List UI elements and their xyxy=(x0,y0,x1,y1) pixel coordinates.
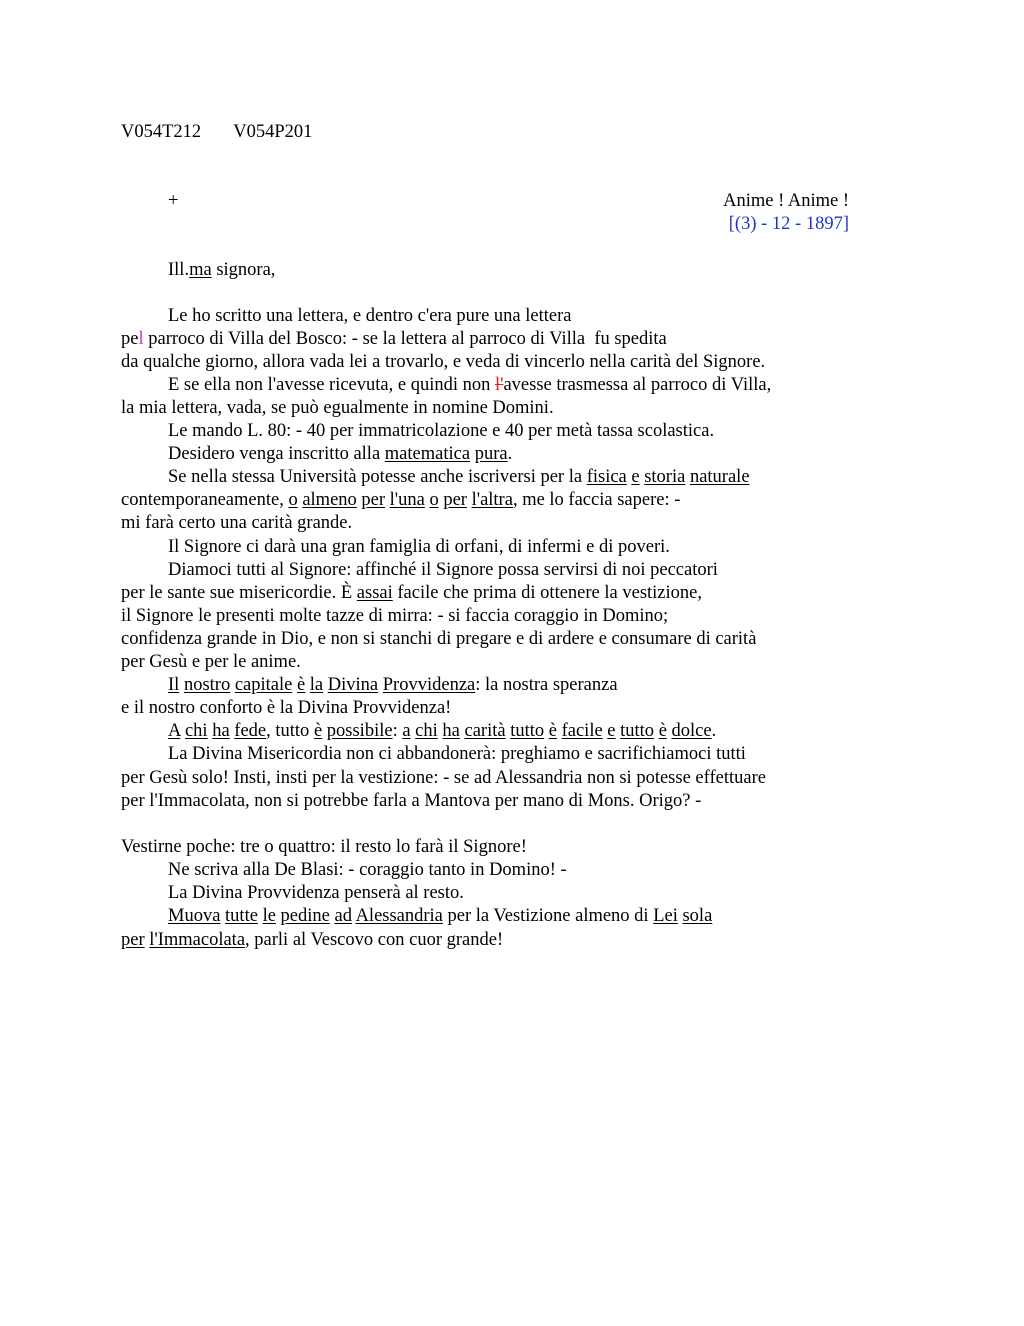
underlined-word: Lei xyxy=(653,906,678,926)
underlined-word: per xyxy=(361,490,386,510)
underlined-word: per xyxy=(443,490,467,510)
underlined-word: Il xyxy=(168,675,180,695)
underlined-word: è xyxy=(296,675,306,695)
text-line: La Divina Misericordia non ci abbandonerà: preghiamo e sacrifichiamoci tutti xyxy=(168,744,746,764)
text-span: : la nostra speranza xyxy=(475,675,618,695)
underlined-word: facile xyxy=(561,721,603,741)
underlined-word: assai xyxy=(356,583,393,603)
date-close-bracket: ] xyxy=(842,214,849,234)
text-line: mi farà certo una carità grande. xyxy=(121,513,353,533)
underlined-word: e xyxy=(607,721,616,741)
doc-code-1: V054T212 xyxy=(121,122,202,142)
underlined-word: o xyxy=(288,490,298,510)
text-line xyxy=(121,929,503,952)
underlined-word: è xyxy=(313,721,323,741)
underlined-word: nostro xyxy=(183,675,231,695)
text-line: il Signore le presenti molte tazze di mirra: - si faccia coraggio in Domino; xyxy=(121,606,669,626)
text-span: pe xyxy=(121,329,139,349)
underlined-word: sola xyxy=(682,906,713,926)
underlined-word: ha xyxy=(442,721,460,741)
text-line: Diamoci tutti al Signore: affinché il Signore possa servirsi di noi peccatori xyxy=(168,560,718,580)
date-value: (3) - 12 - 1897 xyxy=(734,214,843,234)
text-line xyxy=(168,374,771,397)
underlined-word: dolce xyxy=(671,721,712,741)
text-span: : xyxy=(392,721,403,741)
salutation xyxy=(168,259,275,282)
text-span: , me lo faccia sapere: - xyxy=(512,490,681,510)
text-line xyxy=(121,328,667,351)
text-span: Se nella stessa Università potesse anche iscriversi per la xyxy=(168,467,587,487)
underlined-word: l'Immacolata xyxy=(149,930,246,950)
underlined-word: Alessandria xyxy=(355,906,443,926)
underlined-word: e xyxy=(631,467,640,487)
text-line: Il Signore ci darà una gran famiglia di orfani, di infermi e di poveri. xyxy=(168,537,670,557)
underlined-word: tutto xyxy=(620,721,655,741)
text-line: La Divina Provvidenza penserà al resto. xyxy=(168,883,464,903)
text-span: Desidero venga inscritto alla xyxy=(168,444,385,464)
text-line xyxy=(168,720,716,743)
underlined-word: chi xyxy=(184,721,208,741)
underlined-word: le xyxy=(262,906,276,926)
text-line: e il nostro conforto è la Divina Provvidenza! xyxy=(121,698,452,718)
text-span: avesse trasmessa al parroco di Villa, xyxy=(503,375,772,395)
underlined-word: capitale xyxy=(234,675,293,695)
underlined-word: naturale xyxy=(689,467,750,487)
underlined-word: Divina xyxy=(327,675,379,695)
text-line xyxy=(168,905,712,928)
text-line xyxy=(121,582,702,605)
underlined-word: fisica xyxy=(586,467,627,487)
text-span: E se ella non l'avesse ricevuta, e quindi non xyxy=(168,375,495,395)
text-span: , tutto xyxy=(266,721,314,741)
underlined-word: possibile xyxy=(326,721,393,741)
text-span: . xyxy=(507,444,513,464)
document-codes xyxy=(121,121,312,144)
underlined-word: storia xyxy=(644,467,686,487)
text-line: Vestirne poche: tre o quattro: il resto lo farà il Signore! xyxy=(121,837,527,857)
underlined-word: almeno xyxy=(302,490,357,510)
text-line xyxy=(168,443,512,466)
underlined-word: o xyxy=(429,490,439,510)
underlined-word: l'altra xyxy=(471,490,513,510)
text-line xyxy=(121,489,680,512)
underlined-word: Muova xyxy=(168,906,221,926)
underlined-word: A xyxy=(168,721,181,741)
date-open-bracket: [ xyxy=(728,214,735,234)
text-span: contemporaneamente, xyxy=(121,490,289,510)
cross-mark: + xyxy=(168,191,179,211)
motto: Anime ! Anime ! xyxy=(723,191,849,211)
insertion-mark: l xyxy=(138,329,144,349)
underlined-word: è xyxy=(548,721,557,741)
underlined-word: ha xyxy=(212,721,230,741)
underlined-word: è xyxy=(658,721,667,741)
date-line xyxy=(729,213,849,236)
underlined-word: fede xyxy=(234,721,267,741)
doc-code-2: V054P201 xyxy=(233,122,313,142)
text-line: per l'Immacolata, non si potrebbe farla a Mantova per mano di Mons. Origo? - xyxy=(121,791,702,811)
text-span: per le sante sue misericordie. È xyxy=(121,583,357,603)
underlined-word: la xyxy=(309,675,324,695)
salutation-post: signora, xyxy=(211,260,276,280)
text-span: per la Vestizione almeno di xyxy=(442,906,654,926)
text-line xyxy=(168,674,618,697)
text-line xyxy=(168,466,750,489)
text-line: Le ho scritto una lettera, e dentro c'era pure una lettera xyxy=(168,306,572,326)
deletion-mark: l' xyxy=(494,375,504,395)
text-span: , parli al Vescovo con cuor grande! xyxy=(245,930,504,950)
text-span: parroco di Villa del Bosco: - se la lettera al parroco di Villa fu spedita xyxy=(143,329,667,349)
underlined-word: chi xyxy=(415,721,438,741)
underlined-word: matematica xyxy=(384,444,471,464)
text-line: per Gesù solo! Insti, insti per la vestizione: - se ad Alessandria non si potesse effettuare xyxy=(121,768,766,788)
text-line: da qualche giorno, allora vada lei a trovarlo, e veda di vincerlo nella carità del Signore. xyxy=(121,352,766,372)
text-line: Ne scriva alla De Blasi: - coraggio tanto in Domino! - xyxy=(168,860,567,880)
underlined-word: tutto xyxy=(510,721,545,741)
text-line: la mia lettera, vada, se può egualmente in nomine Domini. xyxy=(121,398,554,418)
salutation-pre: Ill. xyxy=(168,260,190,280)
underlined-word: l'una xyxy=(389,490,425,510)
text-line: per Gesù e per le anime. xyxy=(121,652,301,672)
underlined-word: a xyxy=(402,721,411,741)
underlined-word: ad xyxy=(334,906,352,926)
text-span: . xyxy=(711,721,717,741)
text-line: confidenza grande in Dio, e non si stanchi di pregare e di ardere e consumare di carità xyxy=(121,629,757,649)
underlined-word: tutte xyxy=(225,906,258,926)
text-span: facile che prima di ottenere la vestizione, xyxy=(392,583,702,603)
underlined-word: pedine xyxy=(280,906,330,926)
underlined-word: pura xyxy=(474,444,508,464)
underlined-word: per xyxy=(121,930,145,950)
salutation-abbr: ma xyxy=(189,260,212,280)
underlined-word: carità xyxy=(464,721,506,741)
underlined-word: Provvidenza xyxy=(382,675,476,695)
text-line: Le mando L. 80: - 40 per immatricolazione e 40 per metà tassa scolastica. xyxy=(168,421,715,441)
